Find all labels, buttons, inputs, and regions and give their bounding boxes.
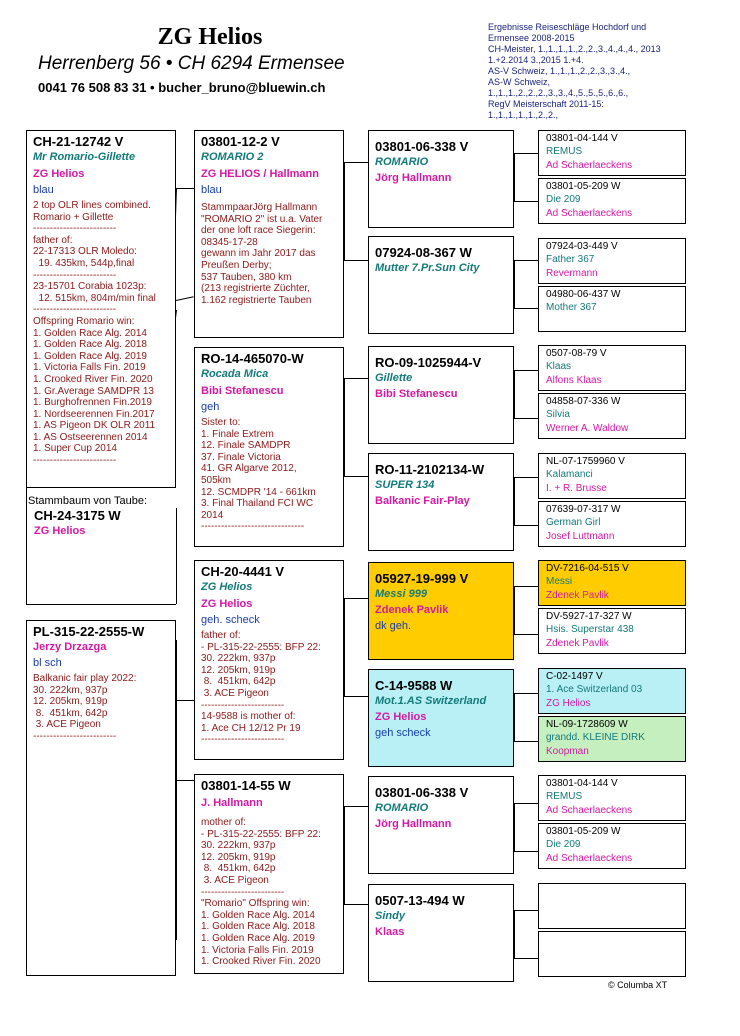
gen4-name: Father 367 bbox=[546, 254, 595, 265]
sire-dam-card bbox=[194, 347, 344, 547]
breeder-title: ZG Helios bbox=[157, 24, 263, 50]
gen4-name: German Girl bbox=[546, 517, 601, 528]
gen3-owner: Balkanic Fair-Play bbox=[375, 495, 470, 507]
gen3-ring: 03801-06-338 V bbox=[375, 139, 469, 154]
gen4-owner: Ad Schaerlaeckens bbox=[546, 805, 633, 816]
sd-info: Sister to: 1. Finale Extrem 12. Finale SAMDPR 37. Finale Victoria 41. GR Algarve 2012, 505km 12. SCMDPR '14 - 661km 3. Final Thailand FCI WC 2014 ------------------------------- bbox=[201, 417, 316, 533]
gen4-name: Die 209 bbox=[546, 194, 581, 205]
gen4-name: Messi bbox=[546, 576, 573, 587]
gen3-card bbox=[368, 236, 514, 334]
dd-info: mother of: - PL-315-22-2555: BFP 22: 30. 222km, 937p 12. 205km, 919p 8. 451km, 642p 3. ACE Pigeon ------------------------- "Romario" Offspring win: 1. Golden Race Alg. 2014 1. Golden Race Alg. 2018 1. Golden Race Alg. 2019 1. Victoria Falls Fin. 2019 1. Crooked River Fin. 2020 bbox=[201, 817, 321, 968]
dam-owner: Jerzy Drzazga bbox=[33, 641, 107, 653]
gen4-ring: 03801-04-144 V bbox=[546, 133, 618, 144]
gen4-name: REMUS bbox=[546, 146, 583, 157]
sd-ring: RO-14-465070-W bbox=[201, 351, 304, 366]
sire-name: Mr Romario-Gillette bbox=[33, 151, 136, 163]
gen4-owner: Josef Luttmann bbox=[546, 531, 615, 542]
ss-ring: 03801-12-2 V bbox=[201, 134, 280, 149]
gen4-name: Silvia bbox=[546, 409, 570, 420]
gen3-ring: C-14-9588 W bbox=[375, 678, 453, 693]
gen4-ring: 03801-04-144 V bbox=[546, 778, 618, 789]
gen4-name: REMUS bbox=[546, 791, 583, 802]
gen3-color: geh scheck bbox=[375, 727, 431, 739]
gen4-ring: 0507-08-79 V bbox=[546, 348, 607, 359]
gen4-card bbox=[538, 668, 686, 714]
gen4-card bbox=[538, 238, 686, 284]
sd-color: geh bbox=[201, 401, 220, 413]
gen3-name: SUPER 134 bbox=[375, 479, 435, 491]
gen3-owner: Jörg Hallmann bbox=[375, 172, 452, 184]
dam-sire-card bbox=[194, 560, 344, 760]
breeder-address: Herrenberg 56 • CH 6294 Ermensee bbox=[38, 53, 345, 74]
sire-card bbox=[26, 130, 176, 488]
gen4-ring: 07639-07-317 W bbox=[546, 504, 621, 515]
gen3-ring: 07924-08-367 W bbox=[375, 245, 472, 260]
gen4-card bbox=[538, 393, 686, 439]
dam-dam-card bbox=[194, 774, 344, 974]
gen4-card bbox=[538, 931, 686, 977]
ss-info: StammpaarJörg Hallmann "ROMARIO 2" ist u.a. Vater der one loft race Siegerin: 08345-17-28 gewann im Jahr 2017 das Preußen Derby; 537 Tauben, 380 km (213 registrierte Züchter, 1.162 registrierte Tauben bbox=[201, 202, 323, 306]
gen3-card bbox=[368, 453, 514, 551]
gen4-ring: 04858-07-336 W bbox=[546, 396, 621, 407]
sd-owner: Bibi Stefanescu bbox=[201, 385, 284, 397]
ds-ring: CH-20-4441 V bbox=[201, 564, 285, 579]
breeder-contact: 0041 76 508 83 31 • bucher_bruno@bluewin.ch bbox=[38, 80, 326, 95]
dam-ring: PL-315-22-2555-W bbox=[33, 624, 145, 639]
gen4-card bbox=[538, 716, 686, 762]
ds-owner: ZG Helios bbox=[201, 598, 253, 610]
gen4-owner: Werner A. Waldow bbox=[546, 423, 629, 434]
gen4-owner: I. + R. Brusse bbox=[546, 483, 607, 494]
gen4-name: grandd. KLEINE DIRK bbox=[546, 732, 645, 743]
dam-card bbox=[26, 620, 176, 976]
gen4-card bbox=[538, 823, 686, 869]
gen4-card bbox=[538, 178, 686, 224]
gen3-owner: Jörg Hallmann bbox=[375, 818, 452, 830]
gen3-ring: RO-11-2102134-W bbox=[375, 462, 485, 477]
sire-sire-card bbox=[194, 130, 344, 338]
gen4-ring: 03801-05-209 W bbox=[546, 826, 621, 837]
gen3-color: dk geh. bbox=[375, 620, 412, 632]
gen4-ring: 03801-05-209 W bbox=[546, 181, 621, 192]
gen3-card bbox=[368, 346, 514, 444]
gen4-card bbox=[538, 130, 686, 176]
gen4-ring: NL-09-1728609 W bbox=[546, 719, 628, 730]
gen3-name: ROMARIO bbox=[375, 156, 429, 168]
ss-name: ROMARIO 2 bbox=[201, 151, 264, 163]
gen4-name: Mother 367 bbox=[546, 302, 597, 313]
gen4-name: Die 209 bbox=[546, 839, 581, 850]
gen4-owner: Ad Schaerlaeckens bbox=[546, 208, 633, 219]
gen3-owner: ZG Helios bbox=[375, 711, 427, 723]
gen3-name: Mutter 7.Pr.Sun City bbox=[375, 262, 480, 274]
gen4-card bbox=[538, 286, 686, 332]
gen3-card bbox=[368, 884, 514, 982]
pedigree-owner: ZG Helios bbox=[34, 525, 86, 537]
gen4-card bbox=[538, 560, 686, 606]
gen3-owner: Zdenek Pavlik bbox=[375, 604, 449, 616]
gen3-card bbox=[368, 562, 514, 660]
gen4-ring: DV-7216-04-515 V bbox=[546, 563, 629, 574]
gen4-ring: 04980-06-437 W bbox=[546, 289, 621, 300]
pedigree-ring: CH-24-3175 W bbox=[34, 508, 121, 523]
gen4-name: Kalamanci bbox=[546, 469, 593, 480]
gen4-card bbox=[538, 883, 686, 929]
dd-owner: J. Hallmann bbox=[201, 797, 263, 809]
gen3-owner: Bibi Stefanescu bbox=[375, 388, 458, 400]
gen4-owner: Koopman bbox=[546, 746, 589, 757]
gen4-ring: 07924-03-449 V bbox=[546, 241, 618, 252]
gen3-name: Messi 999 bbox=[375, 588, 427, 600]
sire-owner: ZG Helios bbox=[33, 168, 85, 180]
gen4-owner: Zdenek Pavlik bbox=[546, 638, 609, 649]
gen3-ring: RO-09-1025944-V bbox=[375, 355, 482, 370]
gen3-card bbox=[368, 669, 514, 767]
sire-info: 2 top OLR lines combined. Romario + Gillette ------------------------- father of: 22-17313 OLR Moledo: 19. 435km, 544p,final ------------------------- 23-15701 Corabia 1023p: 12. 515km, 804m/min final ------------------------- Offspring Romario win: 1. Golden Race Alg. 2014 1. Golden Race Alg. 2018 1. Golden Race Alg. 2019 1. Victoria Falls Fin. 2019 1. Crooked River Fin. 2020 1. Gr.Average SAMDPR 13 1. Burghofrennen Fin.2019 1. Nordseerennen Fin.2017 1. AS Pigeon DK OLR 2011 1. AS Ostseerennen 2014 1. Super Cup 2014 ------------------------- bbox=[33, 200, 156, 467]
dam-info: Balkanic fair play 2022: 30. 222km, 937p 12. 205km, 919p 8. 451km, 642p 3. ACE Pigeon ------------------------- bbox=[33, 673, 137, 742]
gen4-card bbox=[538, 608, 686, 654]
pedigree-label: Stammbaum von Taube: bbox=[28, 495, 148, 507]
gen3-ring: 05927-19-999 V bbox=[375, 571, 469, 586]
gen4-owner: Alfons Klaas bbox=[546, 375, 602, 386]
ds-color: geh. scheck bbox=[201, 614, 260, 626]
gen4-owner: Revermann bbox=[546, 268, 598, 279]
gen3-name: Mot.1.AS Switzerland bbox=[375, 695, 487, 707]
gen4-name: Hsis. Superstar 438 bbox=[546, 624, 634, 635]
gen3-name: ROMARIO bbox=[375, 802, 429, 814]
gen4-ring: DV-5927-17-327 W bbox=[546, 611, 632, 622]
gen3-ring: 03801-06-338 V bbox=[375, 785, 469, 800]
gen4-card bbox=[538, 453, 686, 499]
gen3-name: Gillette bbox=[375, 372, 413, 384]
gen4-card bbox=[538, 775, 686, 821]
pedigree-subject bbox=[28, 494, 174, 539]
gen4-owner: Ad Schaerlaeckens bbox=[546, 853, 633, 864]
gen3-card bbox=[368, 776, 514, 874]
gen3-ring: 0507-13-494 W bbox=[375, 893, 465, 908]
sire-color: blau bbox=[33, 184, 54, 196]
footer-copyright: © Columba XT bbox=[608, 980, 668, 990]
gen4-name: Klaas bbox=[546, 361, 572, 372]
sire-ring: CH-21-12742 V bbox=[33, 134, 124, 149]
gen3-name: Sindy bbox=[375, 910, 405, 922]
gen4-ring: C-02-1497 V bbox=[546, 671, 603, 682]
ss-color: blau bbox=[201, 184, 222, 196]
gen4-owner: ZG Helios bbox=[546, 698, 591, 709]
gen4-ring: NL-07-1759960 V bbox=[546, 456, 625, 467]
sd-name: Rocada Mica bbox=[201, 368, 269, 380]
ds-name: ZG Helios bbox=[201, 581, 253, 593]
results-summary: Ergebnisse Reiseschläge Hochdorf und Ermensee 2008-2015 CH-Meister, 1.,1.,1.,1.,2.,2.,3.,4.,4.,4., 2013 1.+2.2014 3.,2015 1.+4. AS-V Schweiz, 1.,1.,1.,2.,2.,3.,3.,4., AS-W Schweiz, 1.,1.,1.,2.,2.,2.,3.,3.,4.,5.,5.,5.,6.,6., RegV Meisterschaft 2011-15: 1.,1.,1.,1.,1.,2.,2., bbox=[488, 22, 661, 120]
gen4-name: 1. Ace Switzerland 03 bbox=[546, 684, 643, 695]
dam-color: bl sch bbox=[33, 657, 62, 669]
gen4-card bbox=[538, 345, 686, 391]
gen4-owner: Zdenek Pavlik bbox=[546, 590, 609, 601]
ss-owner: ZG HELIOS / Hallmann bbox=[201, 168, 319, 180]
breeder-header bbox=[30, 22, 390, 100]
gen3-owner: Klaas bbox=[375, 926, 405, 938]
gen4-card bbox=[538, 501, 686, 547]
gen4-owner: Ad Schaerlaeckens bbox=[546, 160, 633, 171]
dd-ring: 03801-14-55 W bbox=[201, 778, 291, 793]
ds-info: father of: - PL-315-22-2555: BFP 22: 30. 222km, 937p 12. 205km, 919p 8. 451km, 642p 3. ACE Pigeon ------------------------- 14-9588 is mother of: 1. Ace CH 12/12 Pr 19 ------------------------- bbox=[201, 630, 321, 746]
gen3-card bbox=[368, 130, 514, 228]
